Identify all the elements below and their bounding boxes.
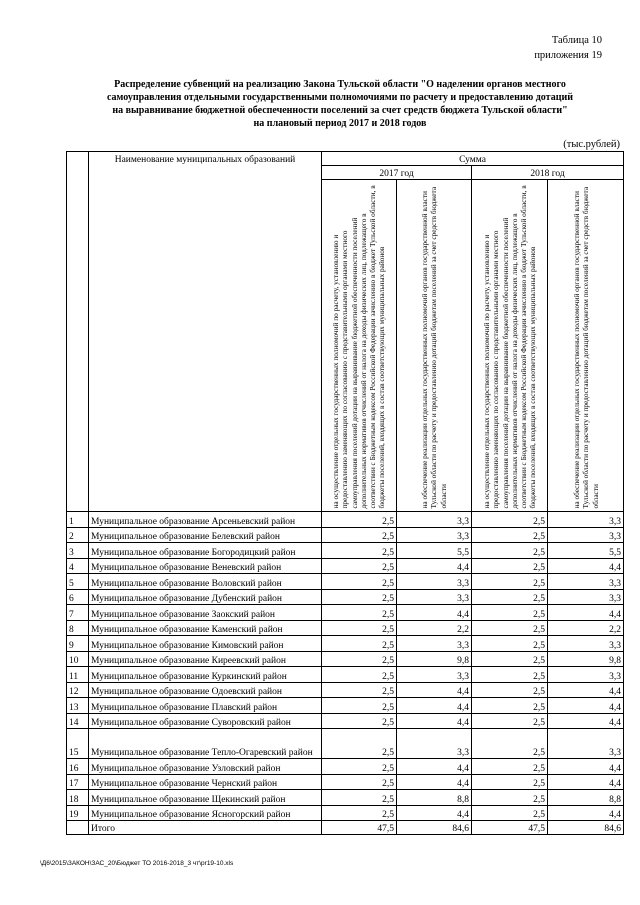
table-row xyxy=(67,667,624,683)
municipality-name: Муниципальное образование Белевский район xyxy=(89,527,322,543)
table-row xyxy=(67,729,624,759)
row-number: 19 xyxy=(67,805,89,821)
value-2018-implementation: 4,4 xyxy=(548,558,624,574)
value-2017-calculation: 2,5 xyxy=(322,667,397,683)
value-2017-implementation: 4,4 xyxy=(397,698,472,714)
value-2018-calculation: 2,5 xyxy=(472,620,548,636)
value-2018-implementation: 3,3 xyxy=(548,729,624,759)
year-2018-header: 2018 год xyxy=(472,166,624,180)
table-row xyxy=(67,574,624,590)
row-number: 7 xyxy=(67,605,89,621)
table-row xyxy=(67,790,624,806)
row-number: 2 xyxy=(67,527,89,543)
value-2017-calculation: 2,5 xyxy=(322,527,397,543)
value-2018-implementation: 3,3 xyxy=(548,574,624,590)
row-number: 1 xyxy=(67,512,89,528)
value-2018-implementation: 2,2 xyxy=(548,620,624,636)
row-number: 4 xyxy=(67,558,89,574)
value-2017-calculation: 2,5 xyxy=(322,729,397,759)
appendix-number: приложения 19 xyxy=(534,50,602,61)
municipality-name: Муниципальное образование Щекинский район xyxy=(89,790,322,806)
value-2018-calculation: 2,5 xyxy=(472,790,548,806)
row-number: 5 xyxy=(67,574,89,590)
value-2017-calculation: 2,5 xyxy=(322,713,397,729)
year-2017-header: 2017 год xyxy=(322,166,472,180)
municipality-name: Муниципальное образование Каменский район xyxy=(89,620,322,636)
value-2018-calculation: 2,5 xyxy=(472,605,548,621)
table-number: Таблица 10 xyxy=(551,35,602,46)
value-2018-implementation: 3,3 xyxy=(548,527,624,543)
value-2018-calculation: 2,5 xyxy=(472,636,548,652)
index-header-cell xyxy=(67,152,89,512)
value-2017-implementation: 3,3 xyxy=(397,512,472,528)
value-2017-implementation: 4,4 xyxy=(397,759,472,775)
municipality-name: Муниципальное образование Дубенский район xyxy=(89,589,322,605)
value-2018-implementation: 3,3 xyxy=(548,589,624,605)
value-2017-calculation: 2,5 xyxy=(322,790,397,806)
total-index-cell xyxy=(67,821,89,835)
table-row xyxy=(67,713,624,729)
value-2018-calculation: 2,5 xyxy=(472,759,548,775)
table-row xyxy=(67,620,624,636)
table-row xyxy=(67,805,624,821)
row-number: 9 xyxy=(67,636,89,652)
value-2018-implementation: 4,4 xyxy=(548,682,624,698)
value-2018-calculation: 2,5 xyxy=(472,729,548,759)
value-2017-implementation: 4,4 xyxy=(397,605,472,621)
value-2018-implementation: 9,8 xyxy=(548,651,624,667)
title-line-3: на выравнивание бюджетной обеспеченности поселений за счет средств бюджета Тульской области" xyxy=(112,105,568,116)
municipality-name: Муниципальное образование Тепло-Огаревский район xyxy=(89,729,322,759)
total-label: Итого xyxy=(89,821,322,835)
value-2017-calculation: 2,5 xyxy=(322,574,397,590)
col-header-text: на осуществление отдельных государственных полномочий по расчету, установлению и предоставлению заменяющих по согласованию с представительными органами местного самоуправления поселений дотации на выравнивание бюджетной обеспеченности поселений дополнительных нормативов отчислений от налога на доходы физических лиц, подлежащего в соответствии с Бюджетным кодексом Российской Федерации зачислению в бюджет Тульской области, в бюджеты поселений, входящих в состав соответствующих муниципальных районов xyxy=(481,184,538,508)
value-2017-implementation: 4,4 xyxy=(397,805,472,821)
row-number: 10 xyxy=(67,651,89,667)
col-header-text: на обеспечение реализации отдельных государственных полномочий органов государственной власти Тульской области по расчету и предоставлению дотаций бюджетам поселений за счет средств бюджета области xyxy=(571,186,600,508)
table-row xyxy=(67,774,624,790)
value-2018-implementation: 8,8 xyxy=(548,790,624,806)
value-2017-calculation: 2,5 xyxy=(322,620,397,636)
value-2018-calculation: 2,5 xyxy=(472,527,548,543)
table-row xyxy=(67,636,624,652)
value-2017-implementation: 5,5 xyxy=(397,543,472,559)
row-number: 8 xyxy=(67,620,89,636)
table-row xyxy=(67,698,624,714)
value-2018-calculation: 2,5 xyxy=(472,651,548,667)
value-2018-implementation: 4,4 xyxy=(548,805,624,821)
file-path-footer: \Д6\2015\ЗАКОН\ЗАС_20\Бюджет ТО 2016-2018_3 чт\pr19-10.xls xyxy=(40,860,234,867)
municipality-name: Муниципальное образование Заокский район xyxy=(89,605,322,621)
value-2017-calculation: 2,5 xyxy=(322,543,397,559)
value-2018-implementation: 5,5 xyxy=(548,543,624,559)
value-2017-calculation: 2,5 xyxy=(322,636,397,652)
table-row xyxy=(67,558,624,574)
value-2018-calculation: 2,5 xyxy=(472,774,548,790)
municipality-name: Муниципальное образование Узловский район xyxy=(89,759,322,775)
value-2018-calculation: 2,5 xyxy=(472,543,548,559)
document-title xyxy=(80,78,600,130)
municipality-name: Муниципальное образование Богородицкий район xyxy=(89,543,322,559)
value-2017-calculation: 2,5 xyxy=(322,589,397,605)
value-2017-implementation: 2,2 xyxy=(397,620,472,636)
value-2017-implementation: 9,8 xyxy=(397,651,472,667)
col-header-2018-calculation xyxy=(472,180,548,512)
table-row xyxy=(67,527,624,543)
value-2018-implementation: 4,4 xyxy=(548,759,624,775)
units-label: (тыс.рублей) xyxy=(563,139,620,150)
total-2018-implementation: 84,6 xyxy=(548,821,624,835)
value-2018-calculation: 2,5 xyxy=(472,558,548,574)
value-2017-implementation: 8,8 xyxy=(397,790,472,806)
row-number: 6 xyxy=(67,589,89,605)
row-number: 17 xyxy=(67,774,89,790)
col-header-2018-implementation xyxy=(548,180,624,512)
row-number: 14 xyxy=(67,713,89,729)
title-line-2: самоуправления отдельными государственными полномочиями по расчету и предоставлению дотаций xyxy=(107,92,573,103)
col-header-text: на обеспечение реализации отдельных государственных полномочий органов государственной власти Тульской области по расчету и предоставлению дотаций бюджетам поселений за счет средств бюджета области xyxy=(420,186,448,508)
municipality-name: Муниципальное образование Плавский район xyxy=(89,698,322,714)
value-2018-calculation: 2,5 xyxy=(472,667,548,683)
value-2018-calculation: 2,5 xyxy=(472,713,548,729)
total-2017-calculation: 47,5 xyxy=(322,821,397,835)
value-2017-calculation: 2,5 xyxy=(322,805,397,821)
col-header-2017-implementation xyxy=(397,180,472,512)
municipality-name: Муниципальное образование Кимовский район xyxy=(89,636,322,652)
total-2018-calculation: 47,5 xyxy=(472,821,548,835)
table-row xyxy=(67,605,624,621)
table-row xyxy=(67,543,624,559)
row-number: 11 xyxy=(67,667,89,683)
value-2018-implementation: 3,3 xyxy=(548,512,624,528)
value-2017-implementation: 3,3 xyxy=(397,636,472,652)
name-column-header: Наименование муниципальных образований xyxy=(89,152,322,512)
table-row xyxy=(67,589,624,605)
value-2018-implementation: 4,4 xyxy=(548,698,624,714)
table-caption xyxy=(534,33,602,63)
value-2018-implementation: 4,4 xyxy=(548,605,624,621)
value-2017-implementation: 3,3 xyxy=(397,729,472,759)
value-2017-calculation: 2,5 xyxy=(322,698,397,714)
municipality-name: Муниципальное образование Воловский район xyxy=(89,574,322,590)
municipality-name: Муниципальное образование Одоевский район xyxy=(89,682,322,698)
table-row xyxy=(67,512,624,528)
value-2017-calculation: 2,5 xyxy=(322,651,397,667)
row-number: 13 xyxy=(67,698,89,714)
total-row xyxy=(67,821,624,835)
value-2017-calculation: 2,5 xyxy=(322,558,397,574)
value-2017-implementation: 3,3 xyxy=(397,574,472,590)
value-2017-calculation: 2,5 xyxy=(322,512,397,528)
table-row xyxy=(67,759,624,775)
municipality-name: Муниципальное образование Ясногорский район xyxy=(89,805,322,821)
col-header-text: на осуществление отдельных государственных полномочий по расчету, установлению и предоставлению заменяющих по согласованию с представительными органами местного самоуправления поселений дотации на выравнивание бюджетной обеспеченности поселений дополнительных нормативов отчислений от налога на доходы физических лиц, подлежащего в соответствии с Бюджетным кодексом Российской Федерации зачислению в бюджет Тульской области, в бюджеты поселений, входящих в состав соответствующих муниципальных районов xyxy=(331,184,387,508)
value-2017-calculation: 2,5 xyxy=(322,759,397,775)
value-2017-implementation: 4,4 xyxy=(397,558,472,574)
value-2018-calculation: 2,5 xyxy=(472,682,548,698)
value-2017-implementation: 3,3 xyxy=(397,589,472,605)
row-number: 16 xyxy=(67,759,89,775)
value-2018-implementation: 4,4 xyxy=(548,713,624,729)
value-2017-calculation: 2,5 xyxy=(322,774,397,790)
value-2018-calculation: 2,5 xyxy=(472,512,548,528)
value-2017-calculation: 2,5 xyxy=(322,605,397,621)
municipality-name: Муниципальное образование Арсеньевский район xyxy=(89,512,322,528)
table-row xyxy=(67,682,624,698)
value-2017-calculation: 2,5 xyxy=(322,682,397,698)
value-2018-implementation: 4,4 xyxy=(548,774,624,790)
row-number: 3 xyxy=(67,543,89,559)
title-line-4: на плановый период 2017 и 2018 годов xyxy=(253,118,427,129)
row-number: 12 xyxy=(67,682,89,698)
value-2017-implementation: 4,4 xyxy=(397,682,472,698)
table-row xyxy=(67,651,624,667)
col-header-2017-calculation xyxy=(322,180,397,512)
value-2017-implementation: 4,4 xyxy=(397,774,472,790)
value-2017-implementation: 4,4 xyxy=(397,713,472,729)
value-2018-implementation: 3,3 xyxy=(548,667,624,683)
municipality-name: Муниципальное образование Веневский район xyxy=(89,558,322,574)
row-number: 15 xyxy=(67,729,89,759)
municipality-name: Муниципальное образование Чернский район xyxy=(89,774,322,790)
row-number: 18 xyxy=(67,790,89,806)
value-2017-implementation: 3,3 xyxy=(397,527,472,543)
total-2017-implementation: 84,6 xyxy=(397,821,472,835)
value-2018-implementation: 3,3 xyxy=(548,636,624,652)
value-2018-calculation: 2,5 xyxy=(472,589,548,605)
municipality-name: Муниципальное образование Суворовский район xyxy=(89,713,322,729)
title-line-1: Распределение субвенций на реализацию Закона Тульской области "О наделении органов местного xyxy=(114,79,566,90)
subsidy-table xyxy=(66,151,624,835)
value-2018-calculation: 2,5 xyxy=(472,698,548,714)
municipality-name: Муниципальное образование Киреевский район xyxy=(89,651,322,667)
municipality-name: Муниципальное образование Куркинский район xyxy=(89,667,322,683)
value-2017-implementation: 3,3 xyxy=(397,667,472,683)
value-2018-calculation: 2,5 xyxy=(472,574,548,590)
sum-header: Сумма xyxy=(322,152,624,166)
value-2018-calculation: 2,5 xyxy=(472,805,548,821)
